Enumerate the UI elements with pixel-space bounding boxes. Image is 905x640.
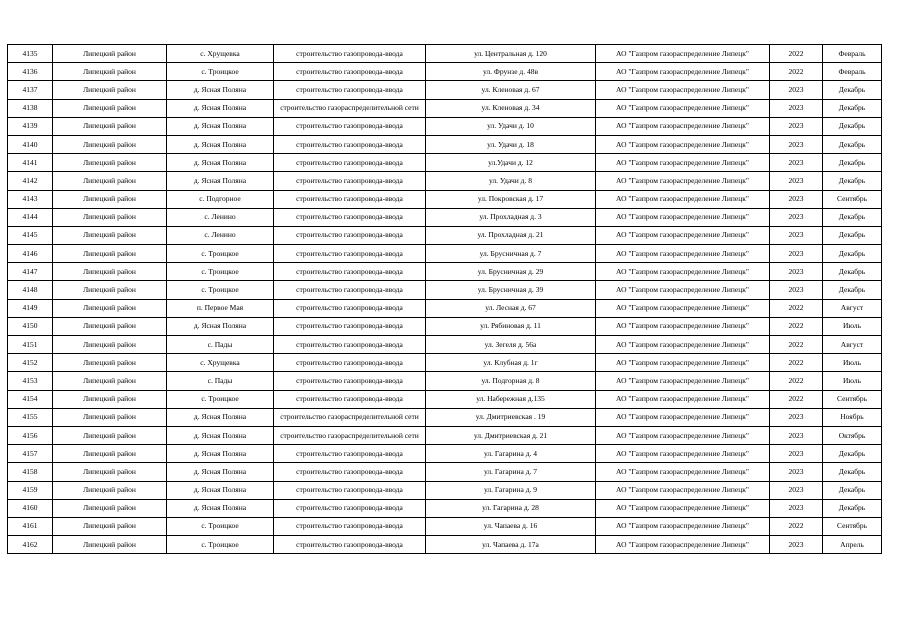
district-cell: Липецкий район (53, 226, 167, 244)
table-row (8, 426, 882, 444)
settlement-cell: с. Подгорное (167, 190, 274, 208)
organization-cell: АО "Газпром газораспределение Липецк" (596, 499, 770, 517)
work-type-cell: строительство газопровода-ввода (274, 245, 426, 263)
address-cell: ул. Удачи д. 8 (426, 172, 596, 190)
year-cell: 2023 (770, 263, 823, 281)
table-row (8, 390, 882, 408)
row-number-cell: 4153 (8, 372, 53, 390)
work-type-cell: строительство газопровода-ввода (274, 81, 426, 99)
work-type-cell: строительство газопровода-ввода (274, 354, 426, 372)
row-number-cell: 4139 (8, 117, 53, 135)
month-cell: Декабрь (823, 172, 882, 190)
year-cell: 2023 (770, 172, 823, 190)
organization-cell: АО "Газпром газораспределение Липецк" (596, 226, 770, 244)
table-row (8, 517, 882, 535)
settlement-cell: д. Ясная Поляна (167, 172, 274, 190)
year-cell: 2023 (770, 208, 823, 226)
settlement-cell: д. Ясная Поляна (167, 154, 274, 172)
organization-cell: АО "Газпром газораспределение Липецк" (596, 117, 770, 135)
address-cell: ул. Гагарина д. 4 (426, 445, 596, 463)
row-number-cell: 4160 (8, 499, 53, 517)
work-type-cell: строительство газопровода-ввода (274, 154, 426, 172)
month-cell: Декабрь (823, 281, 882, 299)
organization-cell: АО "Газпром газораспределение Липецк" (596, 372, 770, 390)
year-cell: 2022 (770, 354, 823, 372)
month-cell: Декабрь (823, 135, 882, 153)
month-cell: Февраль (823, 63, 882, 81)
gas-connection-table (7, 44, 882, 554)
year-cell: 2023 (770, 245, 823, 263)
district-cell: Липецкий район (53, 536, 167, 554)
year-cell: 2023 (770, 426, 823, 444)
year-cell: 2023 (770, 226, 823, 244)
table-row (8, 245, 882, 263)
table-row (8, 408, 882, 426)
row-number-cell: 4142 (8, 172, 53, 190)
address-cell: ул. Набережная д.135 (426, 390, 596, 408)
work-type-cell: строительство газопровода-ввода (274, 63, 426, 81)
table-row (8, 226, 882, 244)
table-row (8, 63, 882, 81)
organization-cell: АО "Газпром газораспределение Липецк" (596, 299, 770, 317)
year-cell: 2023 (770, 81, 823, 99)
district-cell: Липецкий район (53, 390, 167, 408)
settlement-cell: д. Ясная Поляна (167, 426, 274, 444)
table-row (8, 172, 882, 190)
work-type-cell: строительство газопровода-ввода (274, 336, 426, 354)
month-cell: Сентябрь (823, 517, 882, 535)
row-number-cell: 4151 (8, 336, 53, 354)
district-cell: Липецкий район (53, 445, 167, 463)
year-cell: 2023 (770, 499, 823, 517)
table-row (8, 45, 882, 63)
work-type-cell: строительство газопровода-ввода (274, 317, 426, 335)
table-body (8, 45, 882, 554)
year-cell: 2022 (770, 517, 823, 535)
district-cell: Липецкий район (53, 45, 167, 63)
organization-cell: АО "Газпром газораспределение Липецк" (596, 445, 770, 463)
settlement-cell: с. Троицкое (167, 517, 274, 535)
organization-cell: АО "Газпром газораспределение Липецк" (596, 463, 770, 481)
address-cell: ул. Центральная д. 120 (426, 45, 596, 63)
settlement-cell: д. Ясная Поляна (167, 99, 274, 117)
address-cell: ул. Дмитриевская д. 21 (426, 426, 596, 444)
table-row (8, 190, 882, 208)
work-type-cell: строительство газопровода-ввода (274, 172, 426, 190)
row-number-cell: 4156 (8, 426, 53, 444)
organization-cell: АО "Газпром газораспределение Липецк" (596, 190, 770, 208)
organization-cell: АО "Газпром газораспределение Липецк" (596, 172, 770, 190)
work-type-cell: строительство газопровода-ввода (274, 135, 426, 153)
year-cell: 2023 (770, 99, 823, 117)
district-cell: Липецкий район (53, 99, 167, 117)
address-cell: ул. Брусничная д. 39 (426, 281, 596, 299)
address-cell: ул. Гагарина д. 28 (426, 499, 596, 517)
organization-cell: АО "Газпром газораспределение Липецк" (596, 517, 770, 535)
year-cell: 2022 (770, 317, 823, 335)
month-cell: Апрель (823, 536, 882, 554)
district-cell: Липецкий район (53, 281, 167, 299)
row-number-cell: 4154 (8, 390, 53, 408)
settlement-cell: д. Ясная Поляна (167, 135, 274, 153)
address-cell: ул. Зегеля д. 56а (426, 336, 596, 354)
month-cell: Декабрь (823, 499, 882, 517)
organization-cell: АО "Газпром газораспределение Липецк" (596, 390, 770, 408)
settlement-cell: с. Хрущевка (167, 354, 274, 372)
address-cell: ул. Удачи д. 18 (426, 135, 596, 153)
organization-cell: АО "Газпром газораспределение Липецк" (596, 336, 770, 354)
table-row (8, 463, 882, 481)
organization-cell: АО "Газпром газораспределение Липецк" (596, 408, 770, 426)
address-cell: ул. Гагарина д. 7 (426, 463, 596, 481)
address-cell: ул. Брусничная д. 29 (426, 263, 596, 281)
work-type-cell: строительство газопровода-ввода (274, 263, 426, 281)
address-cell: ул. Гагарина д. 9 (426, 481, 596, 499)
district-cell: Липецкий район (53, 372, 167, 390)
district-cell: Липецкий район (53, 263, 167, 281)
address-cell: ул. Чапаева д. 17а (426, 536, 596, 554)
work-type-cell: строительство газопровода-ввода (274, 372, 426, 390)
settlement-cell: д. Ясная Поляна (167, 481, 274, 499)
table-row (8, 281, 882, 299)
organization-cell: АО "Газпром газораспределение Липецк" (596, 245, 770, 263)
row-number-cell: 4159 (8, 481, 53, 499)
month-cell: Декабрь (823, 99, 882, 117)
row-number-cell: 4140 (8, 135, 53, 153)
table-row (8, 135, 882, 153)
year-cell: 2022 (770, 372, 823, 390)
row-number-cell: 4137 (8, 81, 53, 99)
year-cell: 2022 (770, 336, 823, 354)
month-cell: Август (823, 299, 882, 317)
address-cell: ул. Подгорная д. 8 (426, 372, 596, 390)
work-type-cell: строительство газопровода-ввода (274, 190, 426, 208)
work-type-cell: строительство газопровода-ввода (274, 517, 426, 535)
district-cell: Липецкий район (53, 245, 167, 263)
row-number-cell: 4157 (8, 445, 53, 463)
row-number-cell: 4158 (8, 463, 53, 481)
organization-cell: АО "Газпром газораспределение Липецк" (596, 281, 770, 299)
address-cell: ул. Клубная д. 1г (426, 354, 596, 372)
row-number-cell: 4149 (8, 299, 53, 317)
organization-cell: АО "Газпром газораспределение Липецк" (596, 426, 770, 444)
settlement-cell: д. Ясная Поляна (167, 463, 274, 481)
district-cell: Липецкий район (53, 81, 167, 99)
address-cell: ул. Удачи д. 10 (426, 117, 596, 135)
organization-cell: АО "Газпром газораспределение Липецк" (596, 81, 770, 99)
district-cell: Липецкий район (53, 190, 167, 208)
year-cell: 2023 (770, 408, 823, 426)
table-row (8, 336, 882, 354)
year-cell: 2023 (770, 481, 823, 499)
month-cell: Декабрь (823, 445, 882, 463)
row-number-cell: 4148 (8, 281, 53, 299)
settlement-cell: д. Ясная Поляна (167, 445, 274, 463)
month-cell: Сентябрь (823, 390, 882, 408)
work-type-cell: строительство газопровода-ввода (274, 281, 426, 299)
table-row (8, 263, 882, 281)
work-type-cell: строительство газопровода-ввода (274, 117, 426, 135)
address-cell: ул. Чапаева д. 16 (426, 517, 596, 535)
organization-cell: АО "Газпром газораспределение Липецк" (596, 63, 770, 81)
district-cell: Липецкий район (53, 154, 167, 172)
settlement-cell: с. Троицкое (167, 536, 274, 554)
settlement-cell: с. Ленино (167, 208, 274, 226)
district-cell: Липецкий район (53, 481, 167, 499)
organization-cell: АО "Газпром газораспределение Липецк" (596, 45, 770, 63)
row-number-cell: 4150 (8, 317, 53, 335)
work-type-cell: строительство газопровода-ввода (274, 226, 426, 244)
work-type-cell: строительство газораспределительной сети (274, 99, 426, 117)
row-number-cell: 4144 (8, 208, 53, 226)
month-cell: Декабрь (823, 226, 882, 244)
month-cell: Июль (823, 354, 882, 372)
row-number-cell: 4162 (8, 536, 53, 554)
organization-cell: АО "Газпром газораспределение Липецк" (596, 481, 770, 499)
address-cell: ул. Кленовая д. 34 (426, 99, 596, 117)
year-cell: 2023 (770, 190, 823, 208)
settlement-cell: с. Пады (167, 372, 274, 390)
year-cell: 2023 (770, 117, 823, 135)
month-cell: Февраль (823, 45, 882, 63)
year-cell: 2023 (770, 154, 823, 172)
table-row (8, 117, 882, 135)
organization-cell: АО "Газпром газораспределение Липецк" (596, 154, 770, 172)
row-number-cell: 4146 (8, 245, 53, 263)
table-row (8, 81, 882, 99)
row-number-cell: 4135 (8, 45, 53, 63)
address-cell: ул. Брусничная д. 7 (426, 245, 596, 263)
settlement-cell: с. Троицкое (167, 263, 274, 281)
row-number-cell: 4143 (8, 190, 53, 208)
address-cell: ул. Покровская д. 17 (426, 190, 596, 208)
settlement-cell: д. Ясная Поляна (167, 117, 274, 135)
work-type-cell: строительство газопровода-ввода (274, 536, 426, 554)
month-cell: Декабрь (823, 245, 882, 263)
work-type-cell: строительство газопровода-ввода (274, 445, 426, 463)
month-cell: Декабрь (823, 481, 882, 499)
district-cell: Липецкий район (53, 63, 167, 81)
district-cell: Липецкий район (53, 317, 167, 335)
month-cell: Декабрь (823, 463, 882, 481)
district-cell: Липецкий район (53, 336, 167, 354)
month-cell: Ноябрь (823, 408, 882, 426)
address-cell: ул. Рябиновая д. 11 (426, 317, 596, 335)
table-row (8, 154, 882, 172)
year-cell: 2023 (770, 463, 823, 481)
address-cell: ул. Кленовая д. 67 (426, 81, 596, 99)
row-number-cell: 4136 (8, 63, 53, 81)
organization-cell: АО "Газпром газораспределение Липецк" (596, 354, 770, 372)
district-cell: Липецкий район (53, 299, 167, 317)
table-row (8, 372, 882, 390)
work-type-cell: строительство газопровода-ввода (274, 481, 426, 499)
address-cell: ул. Прохладная д. 21 (426, 226, 596, 244)
district-cell: Липецкий район (53, 135, 167, 153)
table-row (8, 317, 882, 335)
organization-cell: АО "Газпром газораспределение Липецк" (596, 99, 770, 117)
year-cell: 2023 (770, 135, 823, 153)
settlement-cell: с. Троицкое (167, 281, 274, 299)
district-cell: Липецкий район (53, 408, 167, 426)
month-cell: Декабрь (823, 154, 882, 172)
address-cell: ул.Удачи д. 12 (426, 154, 596, 172)
organization-cell: АО "Газпром газораспределение Липецк" (596, 208, 770, 226)
organization-cell: АО "Газпром газораспределение Липецк" (596, 317, 770, 335)
address-cell: ул. Прохладная д. 3 (426, 208, 596, 226)
row-number-cell: 4155 (8, 408, 53, 426)
month-cell: Декабрь (823, 208, 882, 226)
table-row (8, 354, 882, 372)
district-cell: Липецкий район (53, 426, 167, 444)
address-cell: ул. Лесная д. 67 (426, 299, 596, 317)
district-cell: Липецкий район (53, 499, 167, 517)
table-row (8, 499, 882, 517)
month-cell: Сентябрь (823, 190, 882, 208)
district-cell: Липецкий район (53, 172, 167, 190)
settlement-cell: д. Ясная Поляна (167, 408, 274, 426)
settlement-cell: с. Пады (167, 336, 274, 354)
organization-cell: АО "Газпром газораспределение Липецк" (596, 536, 770, 554)
year-cell: 2023 (770, 445, 823, 463)
month-cell: Декабрь (823, 117, 882, 135)
year-cell: 2023 (770, 281, 823, 299)
address-cell: ул. Фрунзе д. 48в (426, 63, 596, 81)
table-row (8, 536, 882, 554)
work-type-cell: строительство газопровода-ввода (274, 499, 426, 517)
year-cell: 2023 (770, 536, 823, 554)
month-cell: Октябрь (823, 426, 882, 444)
district-cell: Липецкий район (53, 463, 167, 481)
address-cell: ул. Дмитриевская . 19 (426, 408, 596, 426)
table-row (8, 445, 882, 463)
month-cell: Декабрь (823, 263, 882, 281)
year-cell: 2022 (770, 390, 823, 408)
settlement-cell: с. Ленино (167, 226, 274, 244)
settlement-cell: с. Хрущевка (167, 45, 274, 63)
row-number-cell: 4161 (8, 517, 53, 535)
work-type-cell: строительство газопровода-ввода (274, 390, 426, 408)
settlement-cell: с. Троицкое (167, 390, 274, 408)
month-cell: Июль (823, 317, 882, 335)
district-cell: Липецкий район (53, 517, 167, 535)
work-type-cell: строительство газопровода-ввода (274, 463, 426, 481)
district-cell: Липецкий район (53, 117, 167, 135)
work-type-cell: строительство газопровода-ввода (274, 208, 426, 226)
table-row (8, 299, 882, 317)
table-row (8, 99, 882, 117)
row-number-cell: 4152 (8, 354, 53, 372)
district-cell: Липецкий район (53, 354, 167, 372)
table-row (8, 208, 882, 226)
settlement-cell: с. Троицкое (167, 245, 274, 263)
year-cell: 2022 (770, 45, 823, 63)
district-cell: Липецкий район (53, 208, 167, 226)
settlement-cell: д. Ясная Поляна (167, 499, 274, 517)
work-type-cell: строительство газораспределительной сети (274, 408, 426, 426)
month-cell: Август (823, 336, 882, 354)
settlement-cell: п. Первое Мая (167, 299, 274, 317)
row-number-cell: 4145 (8, 226, 53, 244)
year-cell: 2022 (770, 63, 823, 81)
row-number-cell: 4138 (8, 99, 53, 117)
work-type-cell: строительство газопровода-ввода (274, 299, 426, 317)
work-type-cell: строительство газопровода-ввода (274, 45, 426, 63)
year-cell: 2022 (770, 299, 823, 317)
settlement-cell: с. Троицкое (167, 63, 274, 81)
month-cell: Июль (823, 372, 882, 390)
table-row (8, 481, 882, 499)
row-number-cell: 4147 (8, 263, 53, 281)
organization-cell: АО "Газпром газораспределение Липецк" (596, 135, 770, 153)
settlement-cell: д. Ясная Поляна (167, 317, 274, 335)
month-cell: Декабрь (823, 81, 882, 99)
work-type-cell: строительство газораспределительной сети (274, 426, 426, 444)
row-number-cell: 4141 (8, 154, 53, 172)
organization-cell: АО "Газпром газораспределение Липецк" (596, 263, 770, 281)
settlement-cell: д. Ясная Поляна (167, 81, 274, 99)
